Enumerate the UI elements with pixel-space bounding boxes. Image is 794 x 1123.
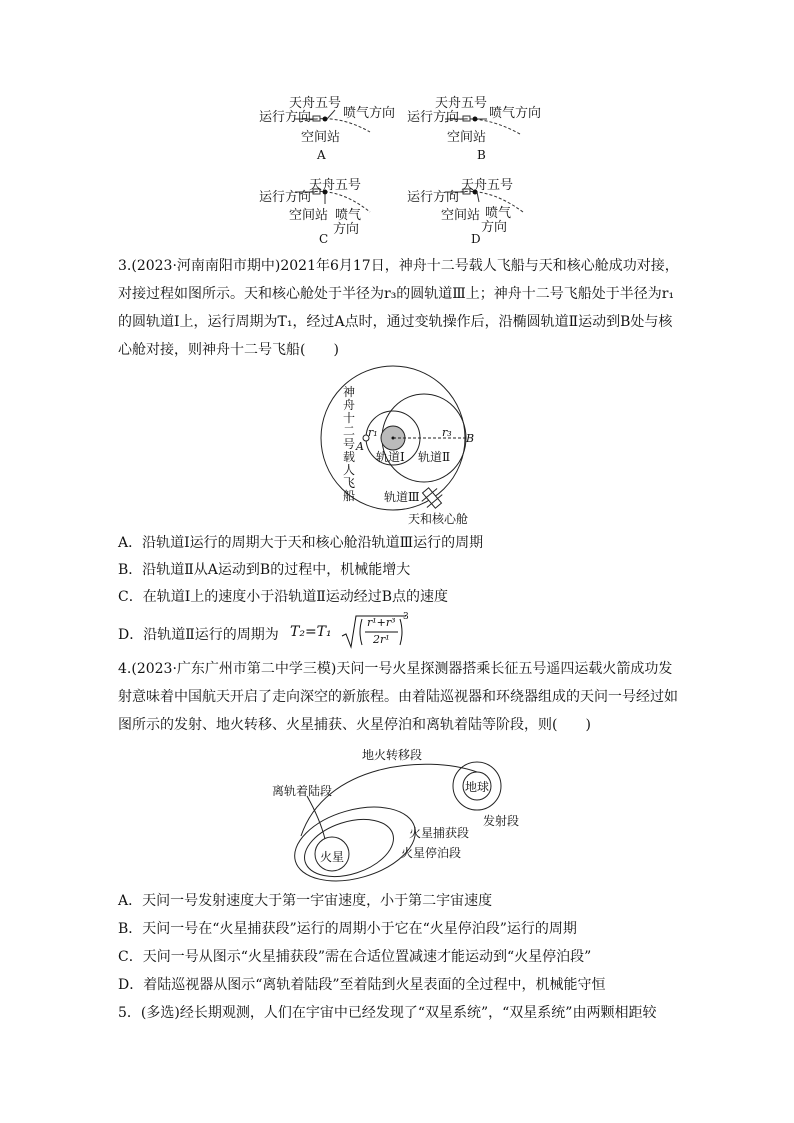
direction-label: 运行方向: [259, 110, 312, 125]
figure-c: [255, 172, 395, 246]
transfer-label: 地火转移段: [362, 748, 423, 762]
direction-label: 运行方向: [407, 190, 460, 205]
question-3-stem: 3.(2023·河南南阳市期中)2021年6月17日，神舟十二号载人飞船与天和核心舱成功对接，对接过程如图所示。天和核心舱处于半径为r₃的圆轨道Ⅲ上；神舟十二号飞船处于半径为r₁的圆轨道Ⅰ上，运行周期为T₁，经过A点时，通过变轨操作后，沿椭圆轨道Ⅱ运动到B处与核心舱对接，则神舟十二号飞船( ): [118, 258, 679, 358]
parking-label: 火星停泊段: [401, 846, 462, 860]
figure-a: [255, 92, 395, 162]
point-a-label: A: [356, 440, 364, 453]
q4-option-c: C．天问一号从图示“火星捕获段”需在合适位置减速才能运动到“火星停泊段”: [118, 949, 592, 965]
point-b-label: B: [466, 432, 475, 445]
jet-label: 喷气方向: [343, 106, 396, 121]
station-label: 空间站: [447, 130, 487, 145]
figure-d: [405, 172, 545, 246]
orbit-1-label: 轨道Ⅰ: [376, 450, 405, 464]
capture-label: 火星捕获段: [409, 826, 470, 840]
orbit-2-label: 轨道Ⅱ: [418, 450, 451, 464]
option-letter: D: [471, 232, 481, 246]
q4-option-a: A．天问一号发射速度大于第一宇宙速度，小于第二宇宙速度: [118, 893, 493, 909]
mars-label: 火星: [320, 850, 345, 864]
direction-label: 运行方向: [259, 190, 312, 205]
option-letter: B: [477, 148, 486, 162]
ship-label: 天舟五号: [289, 96, 342, 111]
core-module-label: 天和核心舱: [408, 512, 469, 526]
station-label: 空间站: [289, 208, 329, 223]
station-label: 空间站: [441, 208, 481, 223]
q3-option-d: D．沿轨道Ⅱ运行的周期为 T₂=T₁ r¹+r³ 2r¹ 3: [118, 612, 538, 648]
figure-b: [405, 92, 545, 162]
direction-label: 运行方向: [407, 110, 460, 125]
q3-option-a: A．沿轨道Ⅰ运行的周期大于天和核心舱沿轨道Ⅲ运行的周期: [118, 535, 484, 551]
q3-option-c: C．在轨道Ⅰ上的速度小于沿轨道Ⅱ运动经过B点的速度: [118, 589, 449, 605]
jet-label: 喷气: [335, 208, 362, 223]
option-letter: C: [319, 232, 329, 246]
launch-label: 发射段: [483, 814, 520, 828]
jet-label: 喷气方向: [489, 106, 542, 121]
q4-option-d: D．着陆巡视器从图示“离轨着陆段”至着陆到火星表面的全过程中，机械能守恒: [118, 977, 606, 993]
r3-label: r₃: [442, 426, 452, 439]
ship-label: 天舟五号: [461, 178, 514, 193]
jet-label-2: 方向: [481, 220, 508, 235]
question-4-stem: 4.(2023·广东广州市第二中学三模)天问一号火星探测器搭乘长征五号遥四运载火箭成功发射意味着中国航天开启了走向深空的新旅程。由着陆巡视器和环绕器组成的天问一号经过如图所示的发射、地火转移、火星捕获、火星停泊和离轨着陆等阶段，则( ): [118, 661, 678, 733]
q3-option-b: B．沿轨道Ⅱ从A运动到B的过程中，机械能增大: [118, 562, 411, 578]
fraction-numerator: r¹+r³: [367, 616, 396, 629]
formula-lhs: T₂=T₁: [290, 624, 332, 640]
deorbit-label: 离轨着陆段: [272, 784, 333, 798]
mars-mission-figure: [265, 744, 535, 882]
orbit-3-label: 轨道Ⅲ: [384, 490, 420, 504]
station-label: 空间站: [301, 130, 341, 145]
q4-option-b: B．天问一号在“火星捕获段”运行的周期小于它在“火星停泊段”运行的周期: [118, 921, 577, 937]
r1-label: r₁: [368, 426, 378, 439]
question-5-stem: 5．(多选)经长期观测，人们在宇宙中已经发现了“双星系统”，“双星系统”由两颗相距较: [118, 1005, 657, 1021]
jet-label: 喷气: [485, 206, 512, 221]
earth-label: 地球: [465, 780, 490, 794]
option-letter: A: [317, 148, 326, 162]
ship-label: 天舟五号: [435, 96, 488, 111]
ship-vertical-label: 神 舟 十 二 号 载 人 飞 船: [342, 385, 355, 503]
jet-label-2: 方向: [333, 222, 360, 237]
exponent: 3: [403, 612, 409, 622]
orbit-figure: [320, 352, 480, 528]
ship-label: 天舟五号: [309, 178, 362, 193]
fraction-denominator: 2r¹: [373, 633, 390, 646]
